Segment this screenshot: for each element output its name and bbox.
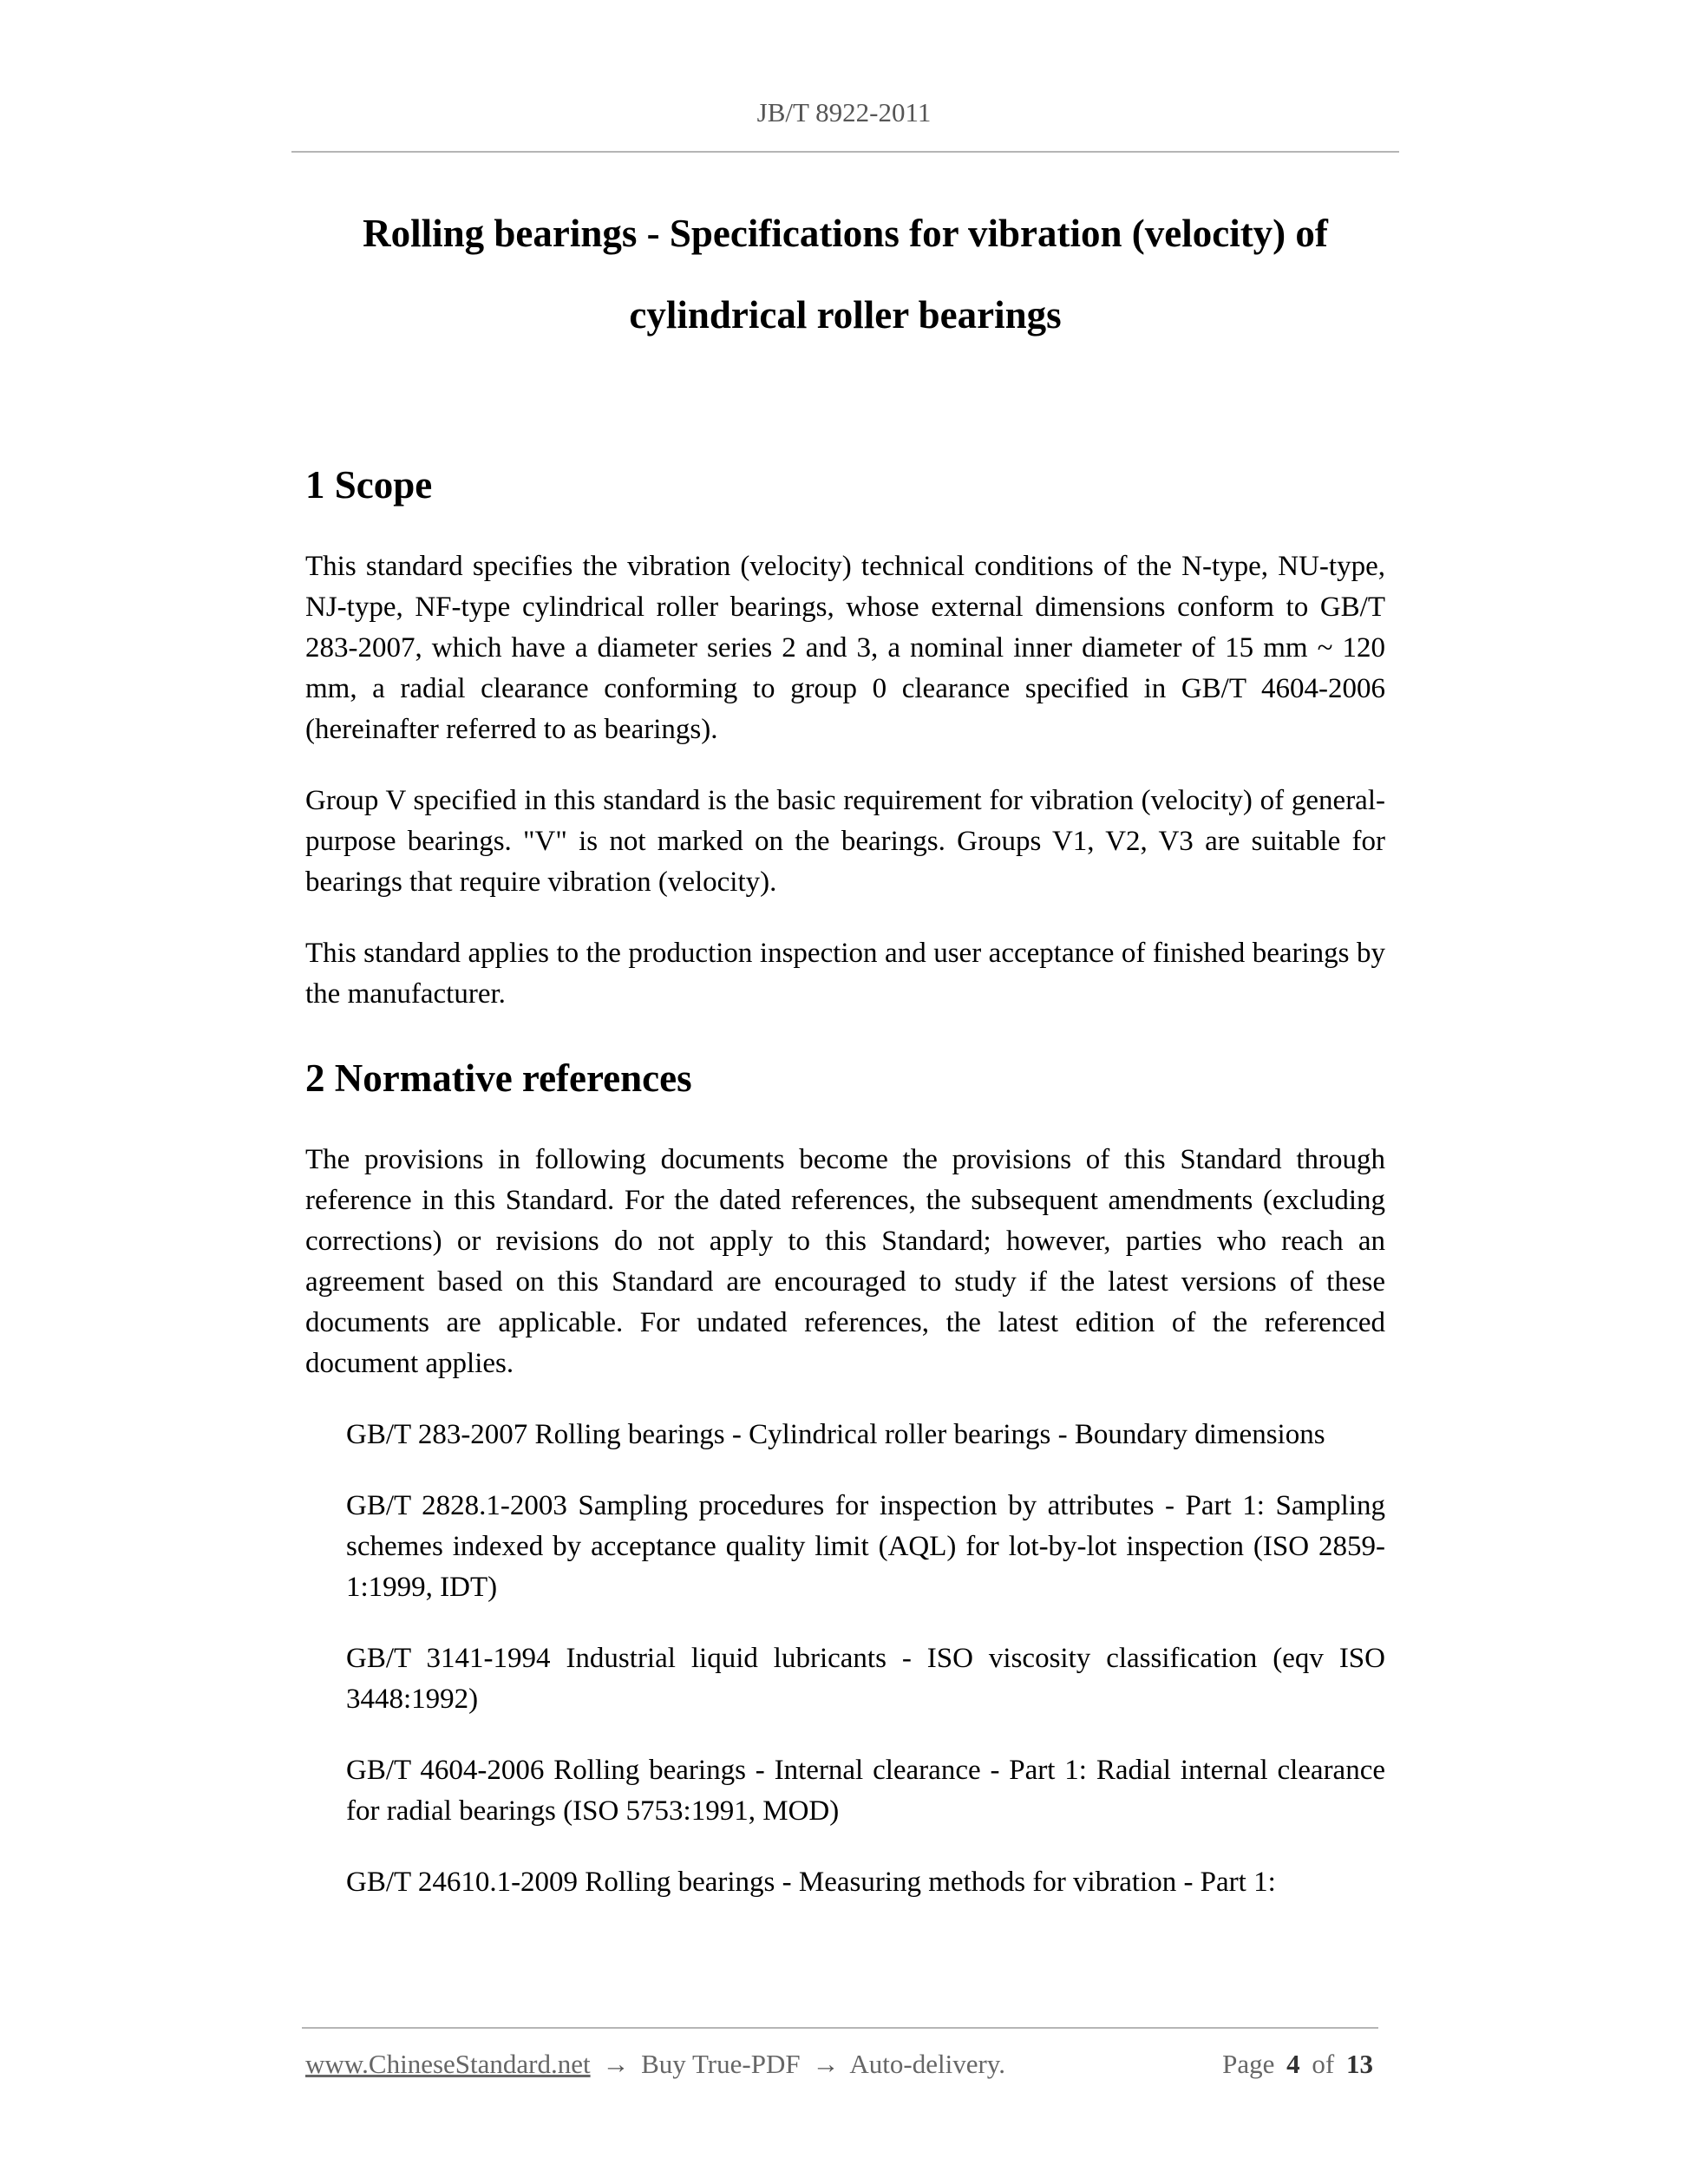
reference-item: GB/T 24610.1-2009 Rolling bearings - Measuring methods for vibration - Part 1: [346,1867,1276,1898]
scope-paragraph-3: This standard applies to the production inspection and user acceptance of finished bearings by the manufacturer. [305,938,1385,1010]
reference-item: GB/T 3141-1994 Industrial liquid lubricants - ISO viscosity classification (eqv ISO 3448:1992) [346,1643,1385,1715]
page-indicator [1222,2045,1378,2083]
current-page-number: 4 [1286,2049,1300,2079]
section-heading-normative-references: 2 Normative references [305,1056,692,1100]
footer-divider [302,2027,1378,2029]
reference-item: GB/T 4604-2006 Rolling bearings - Internal clearance - Part 1: Radial internal clearance for radial bearings (ISO 5753:1991, MOD) [346,1755,1385,1827]
arrow-right-icon: → [812,2049,840,2079]
section-heading-scope: 1 Scope [305,463,433,507]
scope-paragraph-1: This standard specifies the vibration (velocity) technical conditions of the N-type, NU-type, NJ-type, NF-type cylindrical roller bearings, whose external dimensions conform to GB/T 283-2007, which have a diameter series 2 and 3, a nominal inner diameter of 15 mm ~ 120 mm, a radial clearance conforming to group 0 clearance specified in GB/T 4604-2006 (hereinafter referred to as bearings). [305,551,1385,745]
auto-delivery-text: Auto-delivery. [849,2049,1006,2079]
scope-paragraph-2: Group V specified in this standard is the basic requirement for vibration (velocity) of general-purpose bearings. "V" is not marked on the bearings. Groups V1, V2, V3 are suitable for bearings that require vibration (velocity). [305,785,1385,898]
title-line-1: Rolling bearings - Specifications for vibration (velocity) of [363,212,1328,255]
arrow-right-icon: → [602,2049,630,2079]
of-label: of [1312,2049,1335,2079]
reference-item: GB/T 283-2007 Rolling bearings - Cylindrical roller bearings - Boundary dimensions [346,1419,1325,1450]
total-page-count: 13 [1346,2049,1373,2079]
reference-item: GB/T 2828.1-2003 Sampling procedures for inspection by attributes - Part 1: Sampling schemes indexed by acceptance quality limit (AQL) for lot-by-lot inspection (ISO 2859-1:1999, IDT) [346,1490,1385,1603]
website-link[interactable]: www.ChineseStandard.net [305,2049,591,2079]
reference-list [305,1415,1385,1903]
page-label: Page [1222,2049,1275,2079]
normative-references-intro: The provisions in following documents become the provisions of this Standard through reference in this Standard. For the dated references, the subsequent amendments (excluding corrections) or revisions do not apply to this Standard; however, parties who reach an agreement based on this Standard are encouraged to study if the latest versions of these documents are applicable. For undated references, the latest edition of the referenced document applies. [305,1144,1385,1379]
document-title [291,193,1399,356]
running-header: JB/T 8922-2011 [756,97,932,128]
footer-links [305,2045,1005,2083]
buy-pdf-text: Buy True-PDF [641,2049,801,2079]
document-body [305,460,1385,1903]
header-divider [291,151,1399,153]
title-line-2: cylindrical roller bearings [629,293,1062,337]
